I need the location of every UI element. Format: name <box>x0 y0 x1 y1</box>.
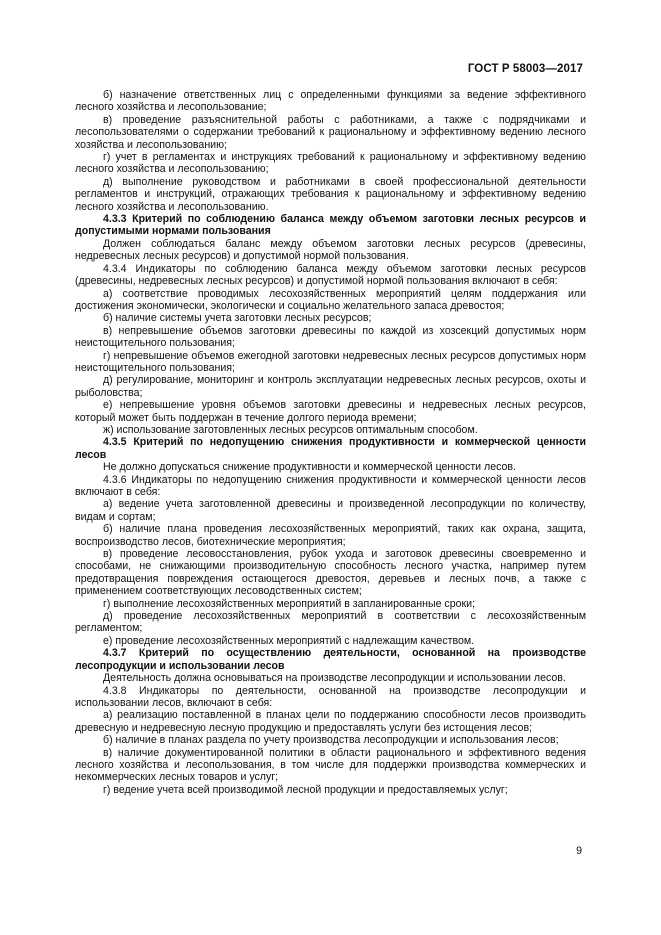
standard-header: ГОСТ Р 58003—2017 <box>467 63 583 75</box>
paragraph: б) назначение ответственных лиц с определенными функциями за ведение эффективного лесного хозяйства и лесопользование; <box>75 89 586 114</box>
paragraph: д) регулирование, мониторинг и контроль эксплуатации недревесных лесных ресурсов, охоты и рыболовства; <box>75 374 586 399</box>
paragraph: г) выполнение лесохозяйственных мероприятий в запланированные сроки; <box>103 597 476 610</box>
paragraph: в) проведение разъяснительной работы с работниками, а также с подрядчиками и лесопользователями о содержании требований к рациональному и эффективному ведению лесного хозяйства и лесопользованию; <box>75 113 586 151</box>
paragraph: Должен соблюдаться баланс между объемом заготовки лесных ресурсов (древесины, недревесных лесных ресурсов) и допустимой нормой пользования. <box>75 237 586 263</box>
paragraph: д) выполнение руководством и работниками в своей профессиональной деятельности регламентов и инструкций, отражающих требования к рациональному и эффективному ведению лесного хозяйства и лесопользованию. <box>75 175 586 213</box>
paragraph: г) ведение учета всей производимой лесной продукции и предоставляемых услуг; <box>103 783 508 796</box>
paragraph: а) соответствие проводимых лесохозяйственных мероприятий целям поддержания или достижения экономически, экологически и социально желательного запаса древостоя; <box>75 287 586 312</box>
paragraph: Не должно допускаться снижение продуктивности и коммерческой ценности лесов. <box>103 461 516 474</box>
paragraph: б) наличие плана проведения лесохозяйственных мероприятий, таких как охрана, защита, воспроизводство лесов, биотехнические мероприятия; <box>75 523 586 548</box>
paragraph: 4.3.6 Индикаторы по недопущению снижения продуктивности и коммерческой ценности лесов включают в себя: <box>75 473 586 498</box>
document-body <box>75 89 586 796</box>
paragraph: ж) использование заготовленных лесных ресурсов оптимальным способом. <box>103 423 478 436</box>
section-heading: 4.3.3 Критерий по соблюдению баланса между объемом заготовки лесных ресурсов и допустимыми нормами пользования <box>75 213 586 238</box>
page-number: 9 <box>576 845 582 857</box>
paragraph: 4.3.4 Индикаторы по соблюдению баланса между объемом заготовки лесных ресурсов (древесины, недревесных лесных ресурсов) и допустимой нормой пользования включают в себя: <box>75 262 586 288</box>
paragraph: г) учет в регламентах и инструкциях требований к рациональному и эффективному ведению лесного хозяйства и лесопользованию; <box>75 151 586 176</box>
paragraph: в) проведение лесовосстановления, рубок ухода и заготовок древесины своевременно и способами, не снижающими производительную способность лесного участка, например путем предотвращения повреждения остающегося древостоя, деревьев и лесных почв, а также с применением соответствующих лесоводственных систем; <box>75 548 586 598</box>
section-heading: 4.3.5 Критерий по недопущению снижения продуктивности и коммерческой ценности лесов <box>75 436 586 461</box>
paragraph: а) реализацию поставленной в планах цели по поддержанию способности лесов производить древесную и недревесную лесную продукцию и предоставлять услуги без истощения лесов; <box>75 709 586 734</box>
paragraph: в) непревышение объемов заготовки древесины по каждой из хозсекций допустимых норм неистощительного пользования; <box>75 324 586 350</box>
paragraph: е) проведение лесохозяйственных мероприятий с надлежащим качеством. <box>103 634 475 647</box>
paragraph: е) непревышение уровня объемов заготовки древесины и недревесных лесных ресурсов, который может быть поддержан в течение долгого периода времени; <box>75 399 586 424</box>
paragraph: б) наличие в планах раздела по учету производства лесопродукции и использования лесов; <box>103 734 559 747</box>
section-heading: 4.3.7 Критерий по осуществлению деятельности, основанной на производстве лесопродукции и использовании лесов <box>75 647 586 672</box>
paragraph: 4.3.8 Индикаторы по деятельности, основанной на производстве лесопродукции и использовании лесов, включают в себя: <box>75 684 586 709</box>
paragraph: а) ведение учета заготовленной древесины и произведенной лесопродукции по количеству, видам и сортам; <box>75 498 586 523</box>
paragraph: в) наличие документированной политики в области рационального и эффективного ведения лесного хозяйства и лесопользования, в том числе для поддержки производства коммерческих и некоммерческих лесных товаров и услуг; <box>75 746 586 784</box>
paragraph: Деятельность должна основываться на производстве лесопродукции и использовании лесов. <box>103 672 566 685</box>
paragraph: б) наличие системы учета заготовки лесных ресурсов; <box>103 312 372 325</box>
paragraph: г) непревышение объемов ежегодной заготовки недревесных лесных ресурсов допустимых норм неистощительного пользования; <box>75 349 586 374</box>
paragraph: д) проведение лесохозяйственных мероприятий в соответствии с лесохозяйственным регламентом; <box>75 610 586 635</box>
